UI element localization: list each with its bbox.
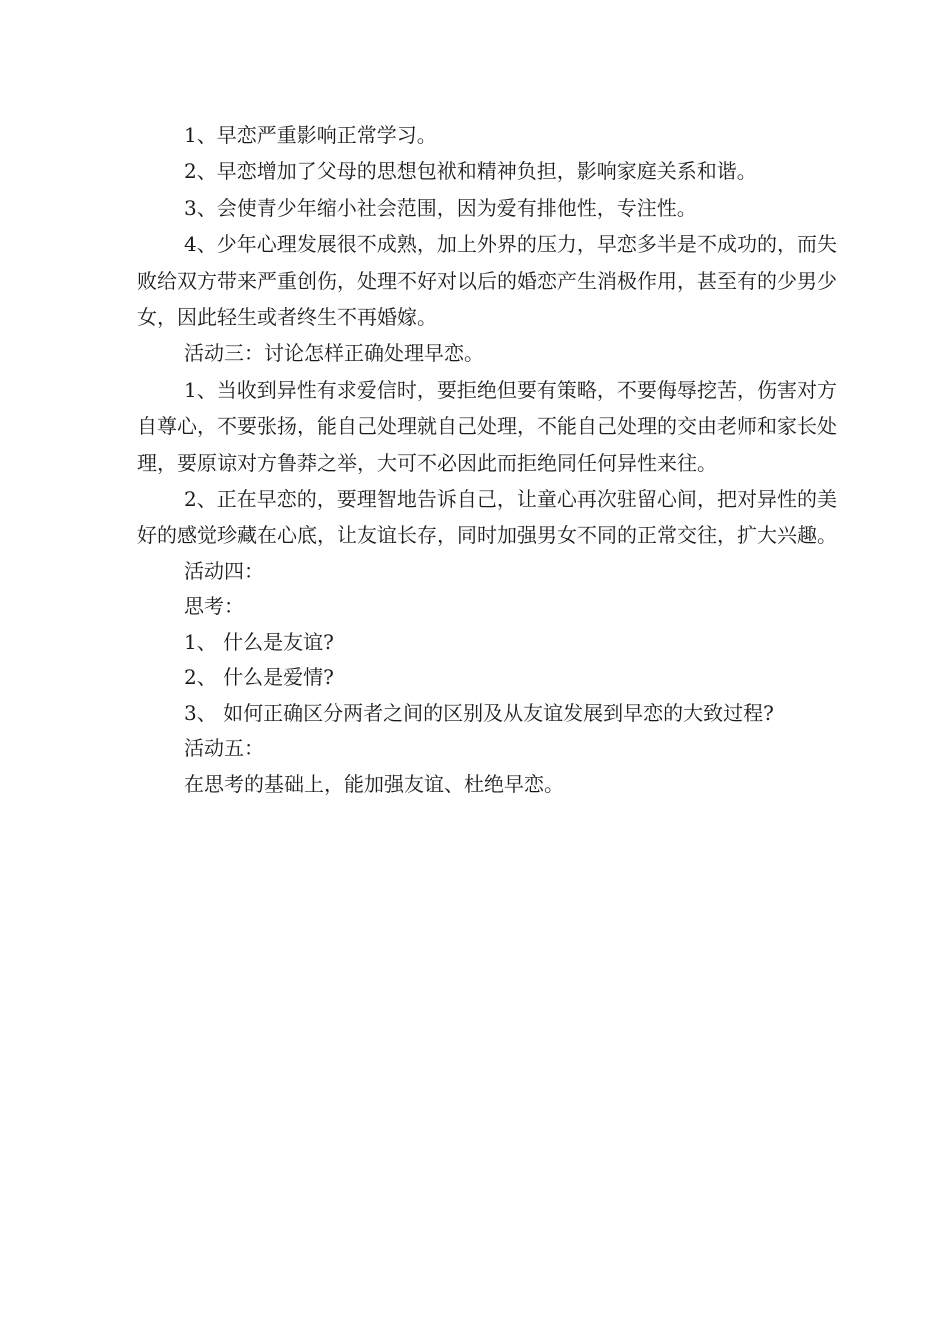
activity-four-heading: 活动四： bbox=[184, 558, 264, 583]
question-3: 3、 如何正确区分两者之间的区别及从友谊发展到早恋的大致过程? bbox=[184, 700, 774, 725]
paragraph-3: 3、会使青少年缩小社会范围，因为爱有排他性，专注性。 bbox=[184, 195, 697, 220]
question-2: 2、 什么是爱情? bbox=[184, 665, 334, 690]
paragraph-handling-2: 2、正在早恋的，要理智地告诉自己，让童心再次驻留心间，把对异性的美好的感觉珍藏在心底，让友谊长存，同时加强男女不同的正常交往，扩大兴趣。 bbox=[137, 487, 837, 548]
paragraph-4: 4、少年心理发展很不成熟，加上外界的压力，早恋多半是不成功的，而失败给双方带来严重创伤，处理不好对以后的婚恋产生消极作用，甚至有的少男少女，因此轻生或者终生不再婚嫁。 bbox=[137, 232, 837, 330]
paragraph-2: 2、早恋增加了父母的思想包袱和精神负担，影响家庭关系和谐。 bbox=[184, 159, 757, 184]
paragraph-handling-1: 1、当收到异性有求爱信时，要拒绝但要有策略，不要侮辱挖苦，伤害对方自尊心，不要张扬，能自己处理就自己处理，不能自己处理的交由老师和家长处理，要原谅对方鲁莽之举，大可不必因此而拒绝同任何异性来往。 bbox=[137, 377, 837, 475]
document-page bbox=[137, 117, 837, 802]
question-1: 1、 什么是友谊? bbox=[184, 629, 334, 654]
activity-five-heading: 活动五： bbox=[184, 736, 264, 761]
think-heading: 思考： bbox=[184, 594, 244, 619]
paragraph-1: 1、早恋严重影响正常学习。 bbox=[184, 123, 437, 147]
activity-five-text: 在思考的基础上，能加强友谊、杜绝早恋。 bbox=[184, 771, 564, 796]
activity-three-heading: 活动三：讨论怎样正确处理早恋。 bbox=[184, 341, 484, 366]
